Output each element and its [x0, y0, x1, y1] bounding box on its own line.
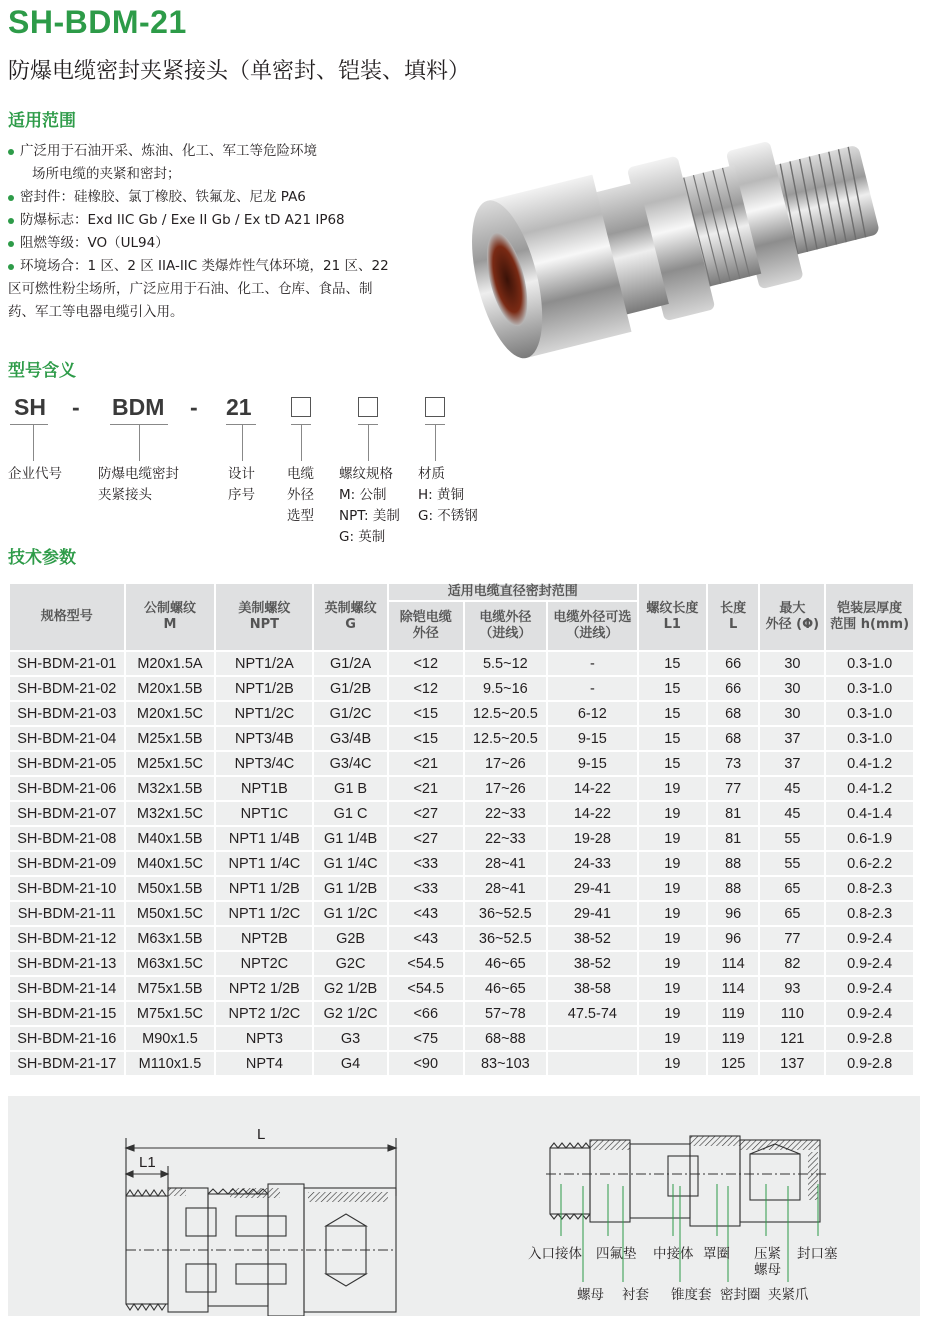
th-inner: 除铠电缆 外径 — [389, 602, 463, 650]
table-cell: M75x1.5C — [126, 1002, 215, 1025]
table-cell: 0.3-1.0 — [826, 702, 913, 725]
table-cell: G1/2B — [314, 677, 386, 700]
bracket-cable-v — [301, 424, 302, 461]
table-cell: M25x1.5B — [126, 727, 215, 750]
table-cell: SH-BDM-21-03 — [10, 702, 124, 725]
table-cell: 14-22 — [548, 777, 637, 800]
table-cell: 36~52.5 — [465, 927, 546, 950]
part-bushing: 衬套 — [622, 1287, 649, 1303]
table-cell: M63x1.5B — [126, 927, 215, 950]
th-outer: 电缆外径 （进线） — [465, 602, 546, 650]
table-cell: 22~33 — [465, 827, 546, 850]
table-cell: M50x1.5C — [126, 902, 215, 925]
table-cell: 77 — [708, 777, 759, 800]
part-cover-ring: 罩圈 — [703, 1246, 730, 1262]
table-cell: 14-22 — [548, 802, 637, 825]
table-cell: SH-BDM-21-01 — [10, 652, 124, 675]
table-row — [10, 852, 913, 875]
drawing-panel — [8, 1096, 920, 1316]
table-cell: 88 — [708, 877, 759, 900]
table-cell: 88 — [708, 852, 759, 875]
scope-bullet: 阻燃等级：VO（UL94） — [8, 232, 418, 255]
table-cell: 0.6-1.9 — [826, 827, 913, 850]
table-cell: 66 — [708, 677, 759, 700]
table-cell: NPT1 1/4B — [216, 827, 312, 850]
table-cell: 30 — [760, 702, 824, 725]
table-cell: NPT2B — [216, 927, 312, 950]
table-cell: 19 — [639, 1027, 706, 1050]
table-cell: 47.5-74 — [548, 1002, 637, 1025]
model-box-material — [425, 397, 445, 417]
table-cell — [548, 1027, 637, 1050]
part-inlet-body: 入口接体 — [528, 1246, 582, 1262]
table-cell: <27 — [389, 802, 463, 825]
th-armor: 铠装层厚度 范围 h(mm) — [826, 584, 913, 650]
table-cell: 24-33 — [548, 852, 637, 875]
table-cell: 19 — [639, 852, 706, 875]
table-row — [10, 1052, 913, 1075]
bracket-company-v — [33, 424, 34, 461]
label-series: 防爆电缆密封 夹紧接头 — [98, 466, 179, 503]
table-cell: M50x1.5B — [126, 877, 215, 900]
table-cell: NPT3 — [216, 1027, 312, 1050]
table-cell: <27 — [389, 827, 463, 850]
table-cell: 65 — [760, 877, 824, 900]
table-cell: 114 — [708, 977, 759, 1000]
table-cell: 81 — [708, 802, 759, 825]
spec-table-body — [10, 652, 913, 1075]
tech-heading: 技术参数 — [8, 548, 76, 568]
table-cell: 82 — [760, 952, 824, 975]
model-part-company: SH — [14, 394, 46, 420]
table-cell: 121 — [760, 1027, 824, 1050]
table-cell: 37 — [760, 752, 824, 775]
table-cell: 0.6-2.2 — [826, 852, 913, 875]
label-thread: 螺纹规格 M: 公制 NPT: 美制 G: 英制 — [339, 466, 400, 545]
table-cell: 30 — [760, 677, 824, 700]
table-cell: 19 — [639, 802, 706, 825]
table-cell: M90x1.5 — [126, 1027, 215, 1050]
table-cell: 93 — [760, 977, 824, 1000]
table-cell: G2B — [314, 927, 386, 950]
table-cell: 29-41 — [548, 877, 637, 900]
table-cell: 29-41 — [548, 902, 637, 925]
table-cell: M32x1.5C — [126, 802, 215, 825]
table-cell: G1 1/2B — [314, 877, 386, 900]
table-cell: 38-52 — [548, 927, 637, 950]
part-seal-ring: 密封圈 — [720, 1287, 761, 1303]
scope-bullet: 密封件：硅橡胶、氯丁橡胶、铁氟龙、尼龙 PA6 — [8, 186, 418, 209]
model-heading: 型号含义 — [8, 361, 76, 381]
th-npt: 美制螺纹 NPT — [216, 584, 312, 650]
table-cell: 46~65 — [465, 977, 546, 1000]
table-cell: G3 — [314, 1027, 386, 1050]
model-dash-2: - — [190, 394, 198, 420]
table-cell: 19 — [639, 902, 706, 925]
table-cell: <54.5 — [389, 977, 463, 1000]
table-cell: 0.4-1.2 — [826, 777, 913, 800]
table-cell: 28~41 — [465, 877, 546, 900]
table-cell: 19-28 — [548, 827, 637, 850]
table-cell: 45 — [760, 802, 824, 825]
model-dash-1: - — [72, 394, 80, 420]
table-cell: 77 — [760, 927, 824, 950]
table-cell: - — [548, 677, 637, 700]
table-cell: <12 — [389, 677, 463, 700]
table-cell: 19 — [639, 777, 706, 800]
table-cell: 68 — [708, 702, 759, 725]
table-cell — [548, 1052, 637, 1075]
table-cell: 0.8-2.3 — [826, 902, 913, 925]
scope-bullet: 广泛用于石油开采、炼油、化工、军工等危险环境 — [8, 140, 418, 163]
table-cell: 28~41 — [465, 852, 546, 875]
table-cell: SH-BDM-21-11 — [10, 902, 124, 925]
table-cell: 96 — [708, 927, 759, 950]
table-cell: 119 — [708, 1027, 759, 1050]
part-clamp-jaw: 夹紧爪 — [768, 1287, 809, 1303]
table-row — [10, 877, 913, 900]
table-cell: SH-BDM-21-10 — [10, 877, 124, 900]
table-cell: NPT1/2C — [216, 702, 312, 725]
table-cell: M110x1.5 — [126, 1052, 215, 1075]
label-cable: 电缆 外径 选型 — [287, 466, 314, 524]
table-cell: 15 — [639, 677, 706, 700]
table-cell: 19 — [639, 977, 706, 1000]
table-cell: SH-BDM-21-05 — [10, 752, 124, 775]
scope-heading: 适用范围 — [8, 111, 76, 131]
table-cell: 38-58 — [548, 977, 637, 1000]
table-row — [10, 702, 913, 725]
table-cell: 65 — [760, 902, 824, 925]
bracket-series-v — [139, 424, 140, 461]
table-cell: 19 — [639, 877, 706, 900]
table-cell: SH-BDM-21-09 — [10, 852, 124, 875]
part-seal-plug: 封口塞 — [797, 1246, 838, 1262]
table-row — [10, 652, 913, 675]
table-cell: 0.3-1.0 — [826, 727, 913, 750]
table-cell: SH-BDM-21-12 — [10, 927, 124, 950]
table-cell: 5.5~12 — [465, 652, 546, 675]
dim-L1-label: L1 — [139, 1154, 156, 1171]
table-cell: 19 — [639, 927, 706, 950]
table-cell: 73 — [708, 752, 759, 775]
table-cell: G1 1/2C — [314, 902, 386, 925]
table-row — [10, 1002, 913, 1025]
table-cell: SH-BDM-21-13 — [10, 952, 124, 975]
table-cell: 19 — [639, 827, 706, 850]
table-cell: NPT1B — [216, 777, 312, 800]
th-length: 长度 L — [708, 584, 759, 650]
bracket-design-v — [242, 424, 243, 461]
bracket-material-v — [435, 424, 436, 461]
table-cell: <21 — [389, 777, 463, 800]
part-press-2: 螺母 — [754, 1262, 781, 1278]
table-cell: G1 1/4C — [314, 852, 386, 875]
table-cell: G3/4C — [314, 752, 386, 775]
part-ptfe-gasket: 四氟垫 — [596, 1246, 637, 1262]
table-row — [10, 727, 913, 750]
part-taper-sleeve: 锥度套 — [671, 1287, 712, 1303]
table-cell: 37 — [760, 727, 824, 750]
table-cell: <43 — [389, 927, 463, 950]
table-cell: 0.9-2.4 — [826, 1002, 913, 1025]
table-cell: 81 — [708, 827, 759, 850]
table-cell: SH-BDM-21-04 — [10, 727, 124, 750]
table-cell: <15 — [389, 702, 463, 725]
table-cell: 0.4-1.4 — [826, 802, 913, 825]
table-cell: G4 — [314, 1052, 386, 1075]
table-cell: 9-15 — [548, 727, 637, 750]
table-cell: 57~78 — [465, 1002, 546, 1025]
bracket-company — [10, 424, 48, 425]
th-optional: 电缆外径可选 （进线） — [548, 602, 637, 650]
th-model: 规格型号 — [10, 584, 124, 650]
table-cell: 19 — [639, 1002, 706, 1025]
table-cell: 0.8-2.3 — [826, 877, 913, 900]
model-part-series: BDM — [112, 394, 165, 420]
table-cell: 0.3-1.0 — [826, 652, 913, 675]
model-part-design: 21 — [226, 394, 252, 420]
table-row — [10, 827, 913, 850]
model-box-thread — [358, 397, 378, 417]
table-cell: SH-BDM-21-07 — [10, 802, 124, 825]
model-box-cable — [291, 397, 311, 417]
table-cell: M20x1.5C — [126, 702, 215, 725]
table-cell: 0.9-2.8 — [826, 1052, 913, 1075]
table-cell: 137 — [760, 1052, 824, 1075]
table-row — [10, 1027, 913, 1050]
table-cell: M40x1.5B — [126, 827, 215, 850]
table-cell: SH-BDM-21-17 — [10, 1052, 124, 1075]
table-cell: 66 — [708, 652, 759, 675]
table-row — [10, 952, 913, 975]
table-cell: 0.9-2.4 — [826, 952, 913, 975]
table-cell: G1/2C — [314, 702, 386, 725]
th-max: 最大 外径 (Φ) — [760, 584, 824, 650]
table-cell: 96 — [708, 902, 759, 925]
table-cell: SH-BDM-21-16 — [10, 1027, 124, 1050]
table-cell: NPT1C — [216, 802, 312, 825]
table-cell: SH-BDM-21-15 — [10, 1002, 124, 1025]
table-cell: 15 — [639, 652, 706, 675]
table-row — [10, 977, 913, 1000]
table-cell: NPT2C — [216, 952, 312, 975]
table-cell: 36~52.5 — [465, 902, 546, 925]
table-row — [10, 802, 913, 825]
table-cell: NPT2 1/2C — [216, 1002, 312, 1025]
table-cell: <12 — [389, 652, 463, 675]
table-cell: <66 — [389, 1002, 463, 1025]
table-cell: 17~26 — [465, 777, 546, 800]
bracket-thread-v — [368, 424, 369, 461]
table-cell: <90 — [389, 1052, 463, 1075]
scope-bullet: 环境场合：1 区、2 区 IIA-IIC 类爆炸性气体环境，21 区、22 — [8, 255, 418, 278]
table-cell: <33 — [389, 877, 463, 900]
table-row — [10, 927, 913, 950]
table-cell: G1 C — [314, 802, 386, 825]
table-cell: 0.4-1.2 — [826, 752, 913, 775]
th-seal-group: 适用电缆直径密封范围 — [389, 584, 637, 600]
table-cell: M75x1.5B — [126, 977, 215, 1000]
table-cell: 0.9-2.8 — [826, 1027, 913, 1050]
table-cell: M20x1.5B — [126, 677, 215, 700]
table-cell: <21 — [389, 752, 463, 775]
table-cell: 46~65 — [465, 952, 546, 975]
product-photo — [462, 95, 902, 410]
table-cell: NPT4 — [216, 1052, 312, 1075]
dim-L-label: L — [257, 1126, 266, 1143]
table-cell: <54.5 — [389, 952, 463, 975]
table-cell: G3/4B — [314, 727, 386, 750]
table-cell: NPT1 1/4C — [216, 852, 312, 875]
table-cell: NPT1 1/2C — [216, 902, 312, 925]
product-subtitle: 防爆电缆密封夹紧接头（单密封、铠装、填料） — [8, 59, 471, 84]
table-cell: G2C — [314, 952, 386, 975]
table-cell: 45 — [760, 777, 824, 800]
table-cell: 17~26 — [465, 752, 546, 775]
table-cell: 83~103 — [465, 1052, 546, 1075]
table-cell: G2 1/2C — [314, 1002, 386, 1025]
table-cell: 12.5~20.5 — [465, 702, 546, 725]
table-cell: G1 1/4B — [314, 827, 386, 850]
table-cell: 55 — [760, 827, 824, 850]
table-row — [10, 677, 913, 700]
table-cell: M40x1.5C — [126, 852, 215, 875]
table-cell: M63x1.5C — [126, 952, 215, 975]
scope-list — [8, 140, 418, 324]
bracket-design — [226, 424, 256, 425]
table-cell: 9.5~16 — [465, 677, 546, 700]
table-cell: 19 — [639, 952, 706, 975]
table-cell: 0.9-2.4 — [826, 977, 913, 1000]
table-cell: 15 — [639, 727, 706, 750]
table-cell: G2 1/2B — [314, 977, 386, 1000]
table-cell: NPT1/2B — [216, 677, 312, 700]
scope-bullet: 防爆标志：Exd IIC Gb / Exe II Gb / Ex tD A21 IP68 — [8, 209, 418, 232]
table-cell: <75 — [389, 1027, 463, 1050]
table-cell: M20x1.5A — [126, 652, 215, 675]
table-cell: 125 — [708, 1052, 759, 1075]
table-cell: G1/2A — [314, 652, 386, 675]
table-cell: SH-BDM-21-08 — [10, 827, 124, 850]
table-cell: NPT3/4B — [216, 727, 312, 750]
table-cell: SH-BDM-21-06 — [10, 777, 124, 800]
th-l1: 螺纹长度 L1 — [639, 584, 706, 650]
table-cell: 38-52 — [548, 952, 637, 975]
table-cell: 114 — [708, 952, 759, 975]
table-cell: 110 — [760, 1002, 824, 1025]
table-cell: 19 — [639, 1052, 706, 1075]
part-press-1: 压紧 — [754, 1246, 781, 1262]
table-cell: SH-BDM-21-14 — [10, 977, 124, 1000]
table-cell: 6-12 — [548, 702, 637, 725]
table-cell: 12.5~20.5 — [465, 727, 546, 750]
table-cell: G1 B — [314, 777, 386, 800]
table-cell: M32x1.5B — [126, 777, 215, 800]
table-cell: 68~88 — [465, 1027, 546, 1050]
table-cell: NPT2 1/2B — [216, 977, 312, 1000]
table-cell: 15 — [639, 702, 706, 725]
table-cell: 0.9-2.4 — [826, 927, 913, 950]
scope-tail-2: 药、军工等电器电缆引入用。 — [8, 304, 184, 320]
table-cell: M25x1.5C — [126, 752, 215, 775]
table-cell: 9-15 — [548, 752, 637, 775]
table-row — [10, 777, 913, 800]
table-row — [10, 902, 913, 925]
table-cell: 22~33 — [465, 802, 546, 825]
scope-bullet-cont: 场所电缆的夹紧和密封； — [32, 166, 181, 182]
table-cell: 55 — [760, 852, 824, 875]
table-cell: NPT3/4C — [216, 752, 312, 775]
table-cell: 68 — [708, 727, 759, 750]
table-cell: SH-BDM-21-02 — [10, 677, 124, 700]
table-cell: 15 — [639, 752, 706, 775]
part-nut: 螺母 — [577, 1287, 604, 1303]
table-cell: 119 — [708, 1002, 759, 1025]
table-cell: <33 — [389, 852, 463, 875]
table-row — [10, 752, 913, 775]
scope-tail-1: 区可燃性粉尘场所，广泛应用于石油、化工、仓库、食品、制 — [8, 281, 373, 297]
label-design: 设计 序号 — [228, 466, 255, 503]
label-company: 企业代号 — [8, 466, 62, 482]
th-metric: 公制螺纹 M — [126, 584, 215, 650]
table-cell: 0.3-1.0 — [826, 677, 913, 700]
table-cell: 30 — [760, 652, 824, 675]
th-g: 英制螺纹 G — [314, 584, 386, 650]
table-cell: NPT1 1/2B — [216, 877, 312, 900]
spec-table — [8, 582, 915, 1077]
part-middle-body: 中接体 — [653, 1246, 694, 1262]
table-cell: <43 — [389, 902, 463, 925]
table-cell: NPT1/2A — [216, 652, 312, 675]
table-cell: - — [548, 652, 637, 675]
table-cell: <15 — [389, 727, 463, 750]
product-title: SH-BDM-21 — [8, 4, 187, 40]
label-material: 材质 H: 黄铜 G: 不锈钢 — [418, 466, 478, 524]
